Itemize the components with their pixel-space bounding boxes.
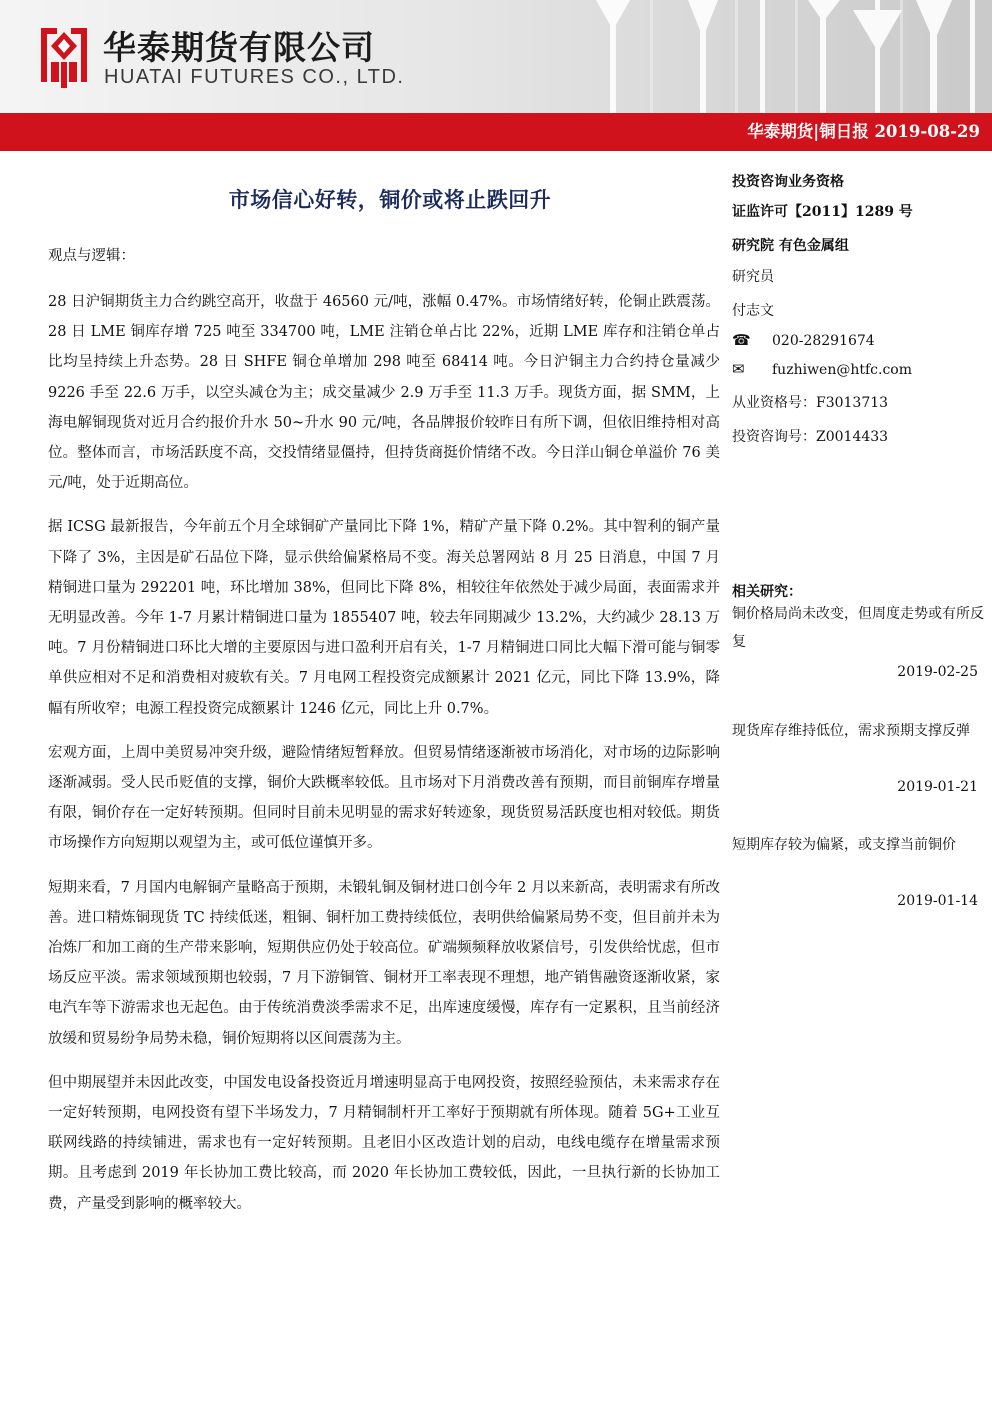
section-subhead: 观点与逻辑：: [48, 248, 135, 264]
report-title: 市场信心好转，铜价或将止跌回升: [228, 188, 552, 212]
department: 研究院 有色金属组: [732, 238, 849, 254]
email-row: [732, 360, 912, 378]
analyst-name: 付志文: [732, 303, 774, 319]
related-title: 相关研究：: [732, 584, 802, 600]
cert-number: 从业资格号：F3013713: [732, 395, 889, 411]
related-item-text[interactable]: 短期库存较为偏紧，或支撑当前铜价: [732, 837, 956, 853]
company-logo: [33, 22, 95, 88]
body-paragraph: 但中期展望并未因此改变，中国发电设备投资近月增速明显高于电网投资，按照经验预估，未来需求存在一定好转预期，电网投资有望下半场发力，7 月精铜制杆开工率好于预期就有所体现。随着 5G+工业互联网线路的持续铺进，需求也有一定好转预期。且老旧小区改造计划的启动，电线电缆存在增量需求预期。且考虑到 2019 年长协加工费比较高，而 2020 年长协加工费较低，因此，一旦执行新的长协加工费，产量受到影响的概率较大。: [48, 1074, 720, 1212]
phone-icon: ☎: [732, 331, 751, 349]
body-paragraph: 短期来看，7 月国内电解铜产量略高于预期，未锻轧铜及铜材进口创今年 2 月以来新高，表明需求有所改善。进口精炼铜现货 TC 持续低迷，粗铜、铜杆加工费持续低位，表明供给偏紧局势不变，但目前并未为冶炼厂和加工商的生产带来影响，短期供应仍处于较高位。矿端频频释放收紧信号，引发供给忧虑，但市场反应平淡。需求领域预期也较弱，7 月下游铜管、铜材开工率表现不理想，地产销售融资逐渐收紧，家电汽车等下游需求也无起色。由于传统消费淡季需求不足，出库速度缓慢，库存有一定累积，且当前经济放缓和贸易纷争局势未稳，铜价短期将以区间震荡为主。: [48, 879, 720, 1047]
related-item-date: 2019-01-21: [897, 779, 978, 795]
company-name-en: HUATAI FUTURES CO., LTD.: [104, 66, 405, 88]
related-item-text[interactable]: 铜价格局尚未改变，但周度走势或有所反复: [732, 606, 984, 650]
related-item-date: 2019-02-25: [897, 664, 978, 680]
body-paragraph: 宏观方面，上周中美贸易冲突升级，避险情绪短暂释放。但贸易情绪逐渐被市场消化，对市场的边际影响逐渐减弱。受人民币贬值的支撑，铜价大跌概率较低。且市场对下月消费改善有预期，而目前铜库存增量有限，铜价存在一定好转预期。但同时目前未见明显的需求好转迹象，现货贸易活跃度也相对较低。期货市场操作方向短期以观望为主，或可低位谨慎开多。: [48, 744, 720, 852]
analyst-role: 研究员: [732, 269, 774, 285]
report-body: [48, 287, 720, 1233]
phone-number: 020-28291674: [772, 333, 875, 349]
body-paragraph: 28 日沪铜期货主力合约跳空高开，收盘于 46560 元/吨，涨幅 0.47%。市场情绪好转，伦铜止跌震荡。28 日 LME 铜库存增 725 吨至 334700 吨，LME 注销仓单占比 22%，近期 LME 库存和注销仓单占比均呈持续上升态势。28 日 SHFE 铜仓单增加 298 吨至 68414 吨。今日沪铜主力合约持仓量减少 9226 手至 22.6 万手，以空头减仓为主；成交量减少 2.9 万手至 11.3 万手。现货方面，据 SMM，上海电解铜现货对近月合约报价升水 50~升水 90 元/吨，各品牌报价较昨日有所下调，但依旧维持相对高位。整体而言，市场活跃度不高，交投情绪显僵持，但持货商挺价情绪不改。今日洋山铜仓单溢价 76 美元/吨，处于近期高位。: [48, 294, 720, 492]
body-paragraph: 据 ICSG 最新报告，今年前五个月全球铜矿产量同比下降 1%，精矿产量下降 0.2%。其中智利的铜产量下降了 3%，主因是矿石品位下降，显示供给偏紧格局不变。海关总署网站 8 月 25 日消息，中国 7 月精铜进口量为 292201 吨，环比增加 38%，但同比下降 8%，相较往年依然处于减少局面，表面需求并无明显改善。今年 1-7 月累计精铜进口量为 1855407 吨，较去年同期减少 13.2%，大约减少 28.13 万吨。7 月份精铜进口环比大增的主要原因与进口盈利开启有关，1-7 月精铜进口同比大幅下滑可能与铜零单供应相对不足和消费相对疲软有关。7 月电网工程投资完成额累计 2021 亿元，同比下降 13.9%，降幅有所收窄；电源工程投资完成额累计 1246 亿元，同比上升 0.7%。: [48, 519, 720, 717]
report-tag: 华泰期货|铜日报 2019-08-29: [747, 122, 980, 141]
company-name-cn: 华泰期货有限公司: [103, 28, 375, 67]
page-header: [0, 0, 992, 113]
mail-icon: ✉: [732, 360, 745, 378]
phone-row: [732, 331, 875, 349]
email-address[interactable]: fuzhiwen@htfc.com: [772, 362, 913, 378]
consult-number: 投资咨询号：Z0014433: [732, 429, 889, 445]
related-item-text[interactable]: 现货库存维持低位，需求预期支撑反弹: [732, 723, 970, 739]
license-number: 证监许可【2011】1289 号: [732, 204, 913, 220]
report-banner: [0, 113, 992, 151]
related-item-date: 2019-01-14: [897, 893, 978, 909]
qualification-title: 投资咨询业务资格: [732, 174, 844, 190]
